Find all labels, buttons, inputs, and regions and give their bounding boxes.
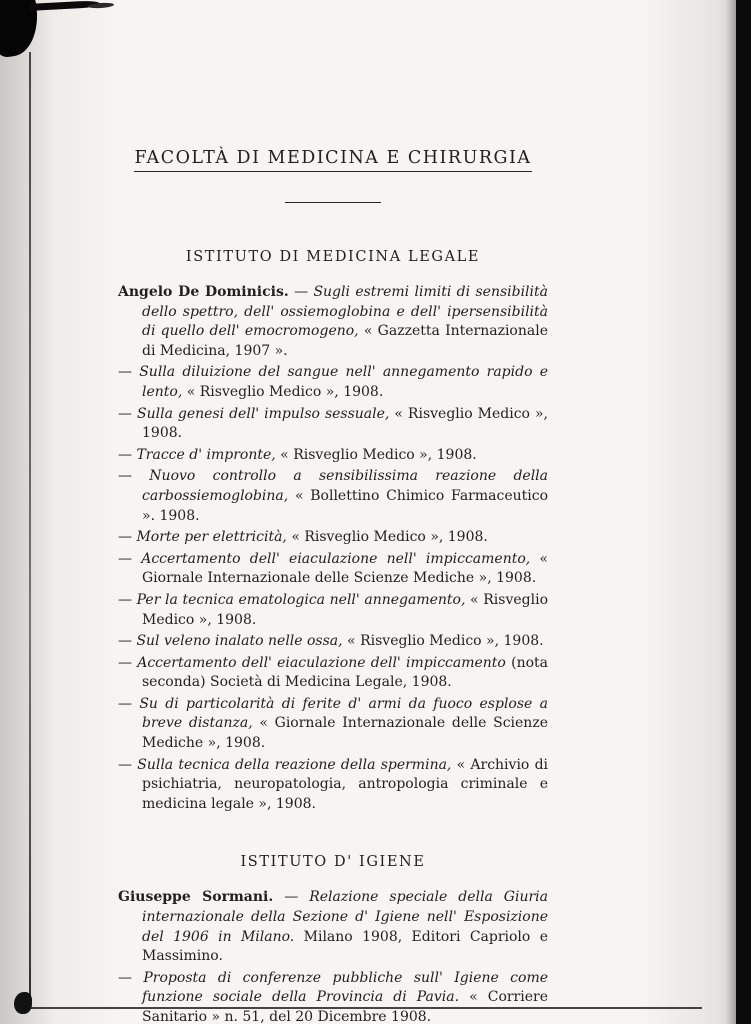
entry-citation: « Risveglio Medico », 1908. — [142, 405, 548, 442]
entry-work-title: Sul veleno inalato nelle ossa, — [136, 633, 343, 650]
entry-citation: — — [118, 591, 137, 608]
entry-work-title: Sugli estremi limiti di sensibilità dello spettro, dell' ossiemoglobina e dell' ipersensibilità di quello dell' emocromogeno, — [142, 284, 548, 340]
entry-citation: « Gazzetta Internazionale di Medicina, 1907 ». — [142, 323, 548, 359]
entry-work-title: Su di particolarità di ferite d' armi da fuoco esplose a breve distanza, — [139, 695, 549, 732]
scan-edge-bar-right — [736, 0, 751, 1024]
entry-work-title: Per la tecnica ematologica nell' annegamento, — [136, 591, 466, 608]
bibliography-entry — [118, 467, 548, 526]
entry-citation: « Risveglio Medico », 1908. — [275, 446, 477, 463]
entry-citation: — — [118, 364, 140, 381]
entry-citation: « Risveglio Medico », 1908. — [182, 383, 384, 400]
entry-citation: « Risveglio Medico », 1908. — [142, 591, 548, 628]
entry-citation: « Corriere Sanitario » n. 51, del 20 Dicembre 1908. — [142, 989, 548, 1024]
entry-citation: — — [288, 284, 314, 300]
bibliography-entry — [118, 756, 548, 815]
binding-line-left — [29, 52, 31, 1008]
bibliography-section — [118, 249, 548, 814]
entry-author: Angelo De Dominicis. — [118, 284, 289, 300]
entry-citation: « Risveglio Medico », 1908. — [286, 529, 488, 546]
scan-mark-top — [88, 2, 114, 9]
bibliography-entry — [118, 528, 548, 548]
title-divider-rule — [285, 202, 381, 203]
bibliography-entry — [118, 591, 548, 630]
entry-citation: — — [118, 446, 137, 463]
entry-citation: « Giornale Internazionale delle Scienze Mediche », 1908. — [142, 550, 549, 587]
entry-citation: — — [118, 550, 142, 567]
entry-citation: — — [273, 889, 310, 906]
entry-citation: — — [118, 529, 137, 546]
entry-work-title: Sulla genesi dell' impulso sessuale, — [137, 405, 390, 422]
entry-work-title: Sulla tecnica della reazione della spermina, — [137, 756, 452, 773]
bibliography-entry — [118, 550, 548, 589]
entry-citation: — — [118, 468, 150, 485]
bibliography-entry — [118, 969, 548, 1024]
entry-citation: — — [118, 633, 137, 650]
page-title-text: FACOLTÀ DI MEDICINA E CHIRURGIA — [134, 148, 531, 172]
entry-citation: — — [118, 654, 138, 671]
bibliography-entry — [118, 363, 548, 402]
entry-work-title: Tracce d' impronte, — [136, 446, 276, 463]
entry-citation: — — [118, 756, 138, 773]
entry-citation: (nota seconda) Società di Medicina Legale, 1908. — [142, 654, 548, 691]
bibliography-entry — [118, 654, 548, 693]
entry-citation: — — [118, 405, 137, 422]
entry-work-title: Accertamento dell' eiaculazione dell' impiccamento — [137, 654, 506, 671]
entry-citation: — — [118, 969, 144, 986]
bibliography-entry — [118, 446, 548, 466]
section-heading: ISTITUTO D' IGIENE — [240, 854, 426, 871]
entry-citation: « Risveglio Medico », 1908. — [342, 633, 544, 650]
entry-work-title: Nuovo controllo a sensibilissima reazione della carbossiemoglobina, — [142, 468, 548, 504]
entry-work-title: Proposta di conferenze pubbliche sull' Igiene come funzione sociale della Provincia di Pavia. — [142, 969, 549, 1006]
ink-blot-bottom-left — [14, 992, 32, 1014]
entry-citation: « Archivio di psichiatria, neuropatologia, antropologia criminale e medicina legale », 1908. — [142, 756, 549, 812]
entry-citation: « Bollettino Chimico Farmaceutico ». 1908. — [142, 487, 548, 524]
entry-citation: « Giornale Internazionale delle Scienze Mediche », 1908. — [142, 715, 548, 752]
page-title — [118, 148, 548, 172]
bibliography-entry — [118, 405, 548, 444]
bibliography-entry — [118, 888, 548, 966]
bibliography-section — [118, 854, 548, 1024]
bibliography-entry — [118, 283, 548, 361]
entry-work-title: Relazione speciale della Giuria internazionale della Sezione d' Igiene nell' Esposizione del 1906 in Milano. — [142, 889, 549, 945]
page-edge-shadow-right — [726, 0, 736, 1024]
bibliography-entry — [118, 695, 548, 754]
page-content-column — [118, 148, 548, 1024]
entry-citation: Milano 1908, Editori Capriolo e Massimino. — [142, 928, 549, 965]
page-content — [118, 249, 548, 1024]
entry-citation: — — [118, 695, 140, 712]
entry-work-title: Sulla diluizione del sangue nell' annegamento rapido e lento, — [139, 364, 548, 400]
entry-author: Giuseppe Sormani. — [118, 889, 274, 906]
entry-work-title: Accertamento dell' eiaculazione nell' impiccamento, — [141, 550, 531, 567]
section-heading: ISTITUTO DI MEDICINA LEGALE — [185, 249, 481, 265]
entry-work-title: Morte per elettricità, — [136, 529, 287, 546]
bibliography-entry — [118, 632, 548, 652]
